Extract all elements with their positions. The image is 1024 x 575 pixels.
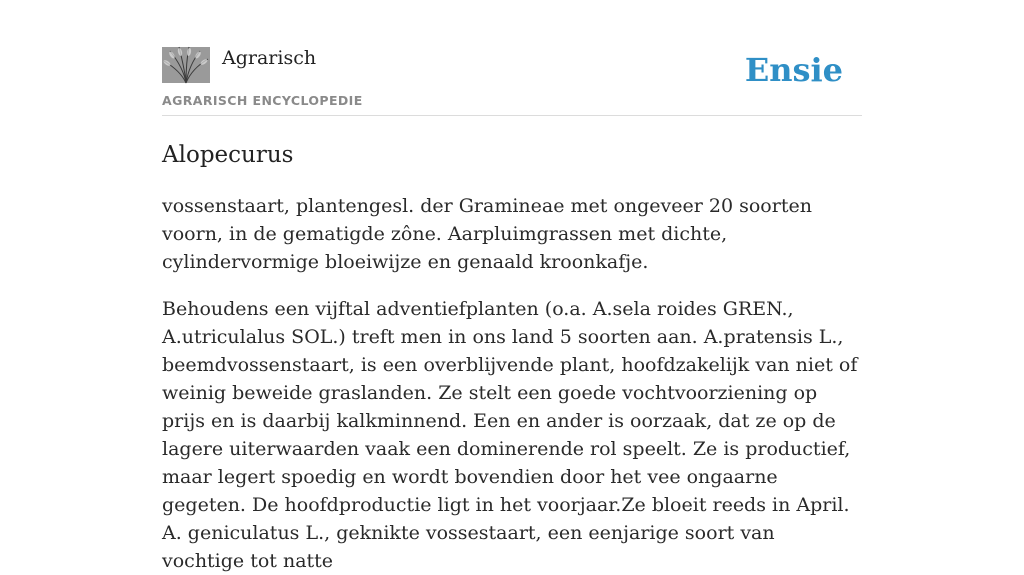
source-name[interactable]: Agrarisch [222,47,317,69]
source-logo-image[interactable] [162,47,210,83]
article-paragraph: Behoudens een vijftal adventiefplanten (o.a. A.sela roides GREN., A.utriculalus SOL.) treft men in ons land 5 soorten aan. A.pratensis L., beemdvossenstaart, is een overblijvende plant, hoofdzakelijk van niet of weinig beweide graslanden. Ze stelt een goede vochtvoorziening op prijs en is daarbij kalkminnend. Een en ander is oorzaak, dat ze op de lagere uiterwaarden vaak een dominerende rol speelt. Ze is productief, maar legert spoedig en wordt bovendien door het vee ongaarne gegeten. De hoofdproductie ligt in het voorjaar.Ze bloeit reeds in April. A. geniculatus L., geknikte vossestaart, een eenjarige soort van vochtige tot natte [162,298,858,572]
content-container [162,0,862,572]
article-paragraph: vossenstaart, plantengesl. der Gramineae met ongeveer 20 soorten voorn, in de gematigde zône. Aarpluimgrassen met dichte, cylindervormige bloeiwijze en genaald kroonkafje. [162,195,812,273]
brand-logo[interactable]: Ensie [744,51,843,89]
article-title: Alopecurus [162,142,294,168]
wheat-icon [162,47,210,83]
source-subtitle: AGRARISCH ENCYCLOPEDIE [162,93,363,108]
header [162,0,862,116]
